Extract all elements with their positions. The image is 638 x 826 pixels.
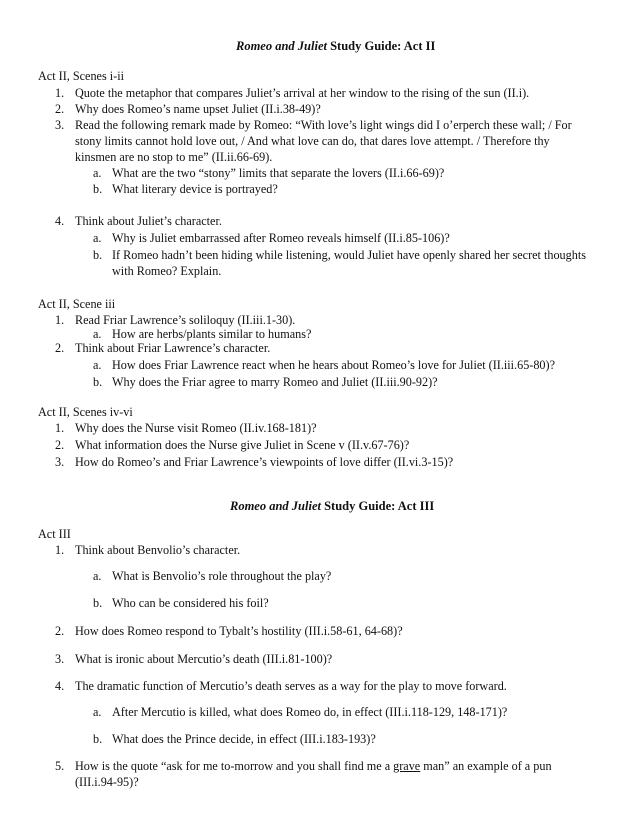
question-text: kinsmen are no stop to me” (II.ii.66-69). bbox=[75, 150, 273, 164]
act3-title-play: Romeo and Juliet bbox=[230, 499, 321, 513]
sub-item-letter: b. bbox=[93, 182, 103, 196]
question-text: Read the following remark made by Romeo: “With love’s light wings did I o’erperch these wall; / For bbox=[75, 118, 572, 132]
underlined-word: grave bbox=[393, 759, 421, 773]
question-text: Think about Juliet’s character. bbox=[75, 214, 222, 228]
sub-question-text: Why is Juliet embarrassed after Romeo reveals himself (II.i.85-106)? bbox=[112, 231, 450, 245]
question-text: How do Romeo’s and Friar Lawrence’s viewpoints of love differ (II.vi.3-15)? bbox=[75, 455, 454, 469]
act2-title bbox=[236, 39, 435, 54]
sub-question-text: After Mercutio is killed, what does Romeo do, in effect (III.i.118-129, 148-171)? bbox=[112, 705, 508, 719]
sub-item-letter: b. bbox=[93, 732, 103, 746]
question-text: Quote the metaphor that compares Juliet’s arrival at her window to the rising of the sun (II.i). bbox=[75, 86, 530, 100]
sub-item-letter: b. bbox=[93, 596, 103, 610]
item-number: 3. bbox=[55, 652, 65, 666]
act2-title-rest: Study Guide: Act II bbox=[326, 39, 436, 53]
sub-item-letter: a. bbox=[93, 327, 102, 341]
item-number: 1. bbox=[55, 421, 65, 435]
sub-item-letter: a. bbox=[93, 166, 102, 180]
act2-title-play: Romeo and Juliet bbox=[236, 39, 327, 53]
sub-question-text: If Romeo hadn’t been hiding while listening, would Juliet have openly shared her secret thoughts bbox=[112, 248, 586, 262]
sub-question-text: with Romeo? Explain. bbox=[112, 264, 222, 278]
question-text: What information does the Nurse give Juliet in Scene v (II.v.67-76)? bbox=[75, 438, 410, 452]
question-text: (III.i.94-95)? bbox=[75, 775, 139, 789]
sub-item-letter: a. bbox=[93, 569, 102, 583]
sub-question-text: What are the two “stony” limits that separate the lovers (II.i.66-69)? bbox=[112, 166, 445, 180]
question-text: The dramatic function of Mercutio’s death serves as a way for the play to move forward. bbox=[75, 679, 507, 693]
section-heading: Act III bbox=[38, 527, 71, 541]
item-number: 2. bbox=[55, 102, 65, 116]
question-text: What is ironic about Mercutio’s death (III.i.81-100)? bbox=[75, 652, 333, 666]
question-text: How does Romeo respond to Tybalt’s hostility (III.i.58-61, 64-68)? bbox=[75, 624, 403, 638]
item-number: 4. bbox=[55, 214, 65, 228]
item-number: 5. bbox=[55, 759, 65, 773]
item-number: 3. bbox=[55, 118, 65, 132]
item-number: 1. bbox=[55, 86, 65, 100]
item-number: 2. bbox=[55, 341, 65, 355]
sub-item-letter: a. bbox=[93, 358, 102, 372]
item-number: 2. bbox=[55, 624, 65, 638]
item-number: 1. bbox=[55, 313, 65, 327]
sub-question-text: What literary device is portrayed? bbox=[112, 182, 278, 196]
question-text: stony limits cannot hold love out, / And what love can do, that dares love attempt. / Therefore thy bbox=[75, 134, 550, 148]
sub-question-text: What is Benvolio’s role throughout the play? bbox=[112, 569, 332, 583]
sub-question-text: Who can be considered his foil? bbox=[112, 596, 269, 610]
sub-question-text: What does the Prince decide, in effect (III.i.183-193)? bbox=[112, 732, 376, 746]
question-text: Why does the Nurse visit Romeo (II.iv.168-181)? bbox=[75, 421, 317, 435]
question-text: Think about Friar Lawrence’s character. bbox=[75, 341, 271, 355]
item-number: 4. bbox=[55, 679, 65, 693]
sub-item-letter: a. bbox=[93, 705, 102, 719]
item-number: 2. bbox=[55, 438, 65, 452]
question-text bbox=[75, 759, 552, 774]
sub-item-letter: b. bbox=[93, 375, 103, 389]
sub-item-letter: a. bbox=[93, 231, 102, 245]
act3-title-rest: Study Guide: Act III bbox=[320, 499, 435, 513]
sub-question-text: How does Friar Lawrence react when he hears about Romeo’s love for Juliet (II.iii.65-80)? bbox=[112, 358, 555, 372]
section-heading: Act II, Scenes iv-vi bbox=[38, 405, 133, 419]
pun-quote-post: man” an example of a pun bbox=[420, 759, 552, 773]
act3-title bbox=[230, 499, 434, 514]
section-heading: Act II, Scene iii bbox=[38, 297, 116, 311]
pun-quote-pre: How is the quote “ask for me to-morrow and you shall find me a bbox=[75, 759, 394, 773]
question-text: Read Friar Lawrence’s soliloquy (II.iii.1-30). bbox=[75, 313, 296, 327]
section-heading: Act II, Scenes i-ii bbox=[38, 69, 124, 83]
question-text: Why does Romeo’s name upset Juliet (II.i.38-49)? bbox=[75, 102, 321, 116]
item-number: 1. bbox=[55, 543, 65, 557]
sub-item-letter: b. bbox=[93, 248, 103, 262]
sub-question-text: Why does the Friar agree to marry Romeo and Juliet (II.iii.90-92)? bbox=[112, 375, 438, 389]
item-number: 3. bbox=[55, 455, 65, 469]
question-text: Think about Benvolio’s character. bbox=[75, 543, 241, 557]
sub-question-text: How are herbs/plants similar to humans? bbox=[112, 327, 312, 341]
